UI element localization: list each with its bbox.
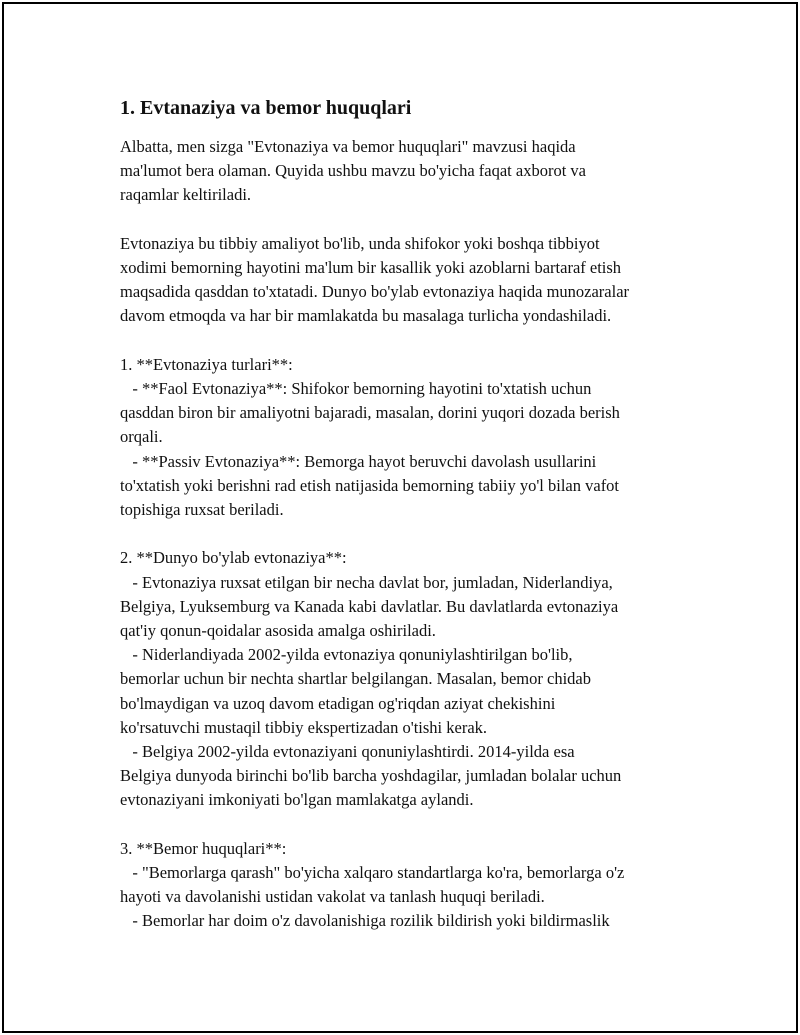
text-line: - Niderlandiyada 2002-yilda evtonaziya qonuniylashtirilgan bo'lib, xyxy=(120,645,573,665)
text-line: ma'lumot bera olaman. Quyida ushbu mavzu bo'yicha faqat axborot va xyxy=(120,161,586,181)
text-line: 2. **Dunyo bo'ylab evtonaziya**: xyxy=(120,548,347,568)
text-line: - **Passiv Evtonaziya**: Bemorga hayot beruvchi davolash usullarini xyxy=(120,451,597,471)
text-line: - "Bemorlarga qarash" bo'yicha xalqaro standartlarga ko'ra, bemorlarga o'z xyxy=(120,863,625,883)
document-title: 1. Evtanaziya va bemor huquqlari xyxy=(120,97,412,119)
text-line: maqsadida qasddan to'xtatadi. Dunyo bo'ylab evtonaziya haqida munozaralar xyxy=(120,282,630,302)
text-line: hayoti va davolanishi ustidan vakolat va tanlash huquqi beriladi. xyxy=(120,887,545,907)
text-line: ko'rsatuvchi mustaqil tibbiy ekspertizadan o'tishi kerak. xyxy=(120,717,488,737)
text-line: davom etmoqda va har bir mamlakatda bu masalaga turlicha yondashiladi. xyxy=(120,306,612,326)
text-line: - **Faol Evtonaziya**: Shifokor bemorning hayotini to'xtatish uchun xyxy=(120,379,592,398)
text-line: - Bemorlar har doim o'z davolanishiga rozilik bildirish yoki bildirmaslik xyxy=(120,911,610,931)
page-frame xyxy=(2,2,798,1033)
text-line: bo'lmaydigan va uzoq davom etadigan og'riqdan aziyat chekishini xyxy=(120,693,556,713)
text-line: - Belgiya 2002-yilda evtonaziyani qonuniylashtirdi. 2014-yilda esa xyxy=(120,742,575,762)
text-line: evtonaziyani imkoniyati bo'lgan mamlakatga aylandi. xyxy=(120,790,474,810)
text-line: qasddan biron bir amaliyotni bajaradi, masalan, dorini yuqori dozada berish xyxy=(120,403,620,423)
text-line: 1. **Evtonaziya turlari**: xyxy=(120,354,293,374)
blank-line xyxy=(120,329,690,353)
document-text xyxy=(120,135,690,934)
blank-line xyxy=(120,208,690,232)
text-line: Belgiya dunyoda birinchi bo'lib barcha yoshdagilar, jumladan bolalar uchun xyxy=(120,766,622,786)
text-line: bemorlar uchun bir nechta shartlar belgilangan. Masalan, bemor chidab xyxy=(120,669,591,689)
text-line: Evtonaziya bu tibbiy amaliyot bo'lib, unda shifokor yoki boshqa tibbiyot xyxy=(120,233,600,253)
text-line: to'xtatish yoki berishni rad etish natijasida bemorning tabiiy yo'l bilan vafot xyxy=(120,475,620,495)
text-line: 3. **Bemor huquqlari**: xyxy=(120,838,287,858)
text-line: Albatta, men sizga "Evtonaziya va bemor huquqlari" mavzusi haqida xyxy=(120,137,576,156)
document-body xyxy=(120,95,690,934)
text-line: - Evtonaziya ruxsat etilgan bir necha davlat bor, jumladan, Niderlandiya, xyxy=(120,572,613,592)
text-line: topishiga ruxsat beriladi. xyxy=(120,500,284,520)
text-line: Belgiya, Lyuksemburg va Kanada kabi davlatlar. Bu davlatlarda evtonaziya xyxy=(120,596,619,616)
blank-line xyxy=(120,813,690,837)
text-line: xodimi bemorning hayotini ma'lum bir kasallik yoki azoblarni bartaraf etish xyxy=(120,258,622,277)
blank-line xyxy=(120,522,690,546)
text-line: raqamlar keltiriladi. xyxy=(120,185,252,205)
text-line: qat'iy qonun-qoidalar asosida amalga oshiriladi. xyxy=(120,621,436,641)
text-line: orqali. xyxy=(120,427,163,447)
